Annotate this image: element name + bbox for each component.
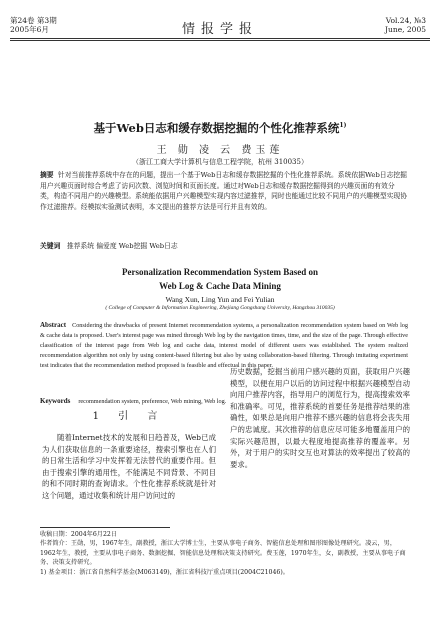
title-en-line1: Personalization Recommendation System Based on	[122, 267, 318, 277]
title-text: 基于Web日志和缓存数据挖掘的个性化推荐系统	[93, 121, 340, 135]
paper-title	[0, 120, 440, 136]
affiliation: （浙江工商大学计算机与信息工程学院，杭州 310035）	[132, 158, 308, 166]
body-column-left: 随着Internet技术的发展和日趋普及，Web已成为人们获取信息的一条重要途径，搜索引擎也在人们的日常生活和学习中发挥着无法替代的重要作用。但由于搜索引擎的通用性，不能满足不同背景、不同目的和不同时期的查询请求。个性化推荐系统就是针对这个问题，通过收集和统计用户访问过的	[42, 433, 216, 500]
footnote-bio: 作者简介：王勋，男，1967年生，副教授，浙江大学博士生，主要从事电子商务、智能信息处理和图形图像处理研究。凌云，男，1962年生，教授，主要从事电子商务、数据挖掘、智能信息处理和决策支持研究。费玉莲，1970年生，女，副教授，主要从事电子商务、决策支持研究。	[40, 540, 406, 567]
keywords-cn-text: 推荐系统 偏爱度 Web挖掘 Web日志	[66, 242, 178, 250]
abstract-cn-label: 摘要	[40, 171, 54, 179]
keywords-en-label: Keywords	[40, 397, 71, 405]
header-volume-en	[385, 16, 426, 34]
keywords-cn	[40, 240, 408, 250]
header-rule-thin	[10, 40, 430, 41]
abstract-en-text: Considering the drawbacks of present Internet recommendation systems, a personalization recommendation system based on Web log & cache data is proposed. User's interest page was mined through Web log by the navigation times, time, and the size of the page. Through effective classification of the interest page from Web log and cache data, interest model of different users was established. The system realized recommendation algorithm not only by using content-based filtering but also by using collaboration-based filtering. Through imitating experiment test indicates that the recommendation method proposed is feasible and effectual in this paper.	[40, 322, 408, 369]
abstract-cn-text: 针对当前推荐系统中存在的问题，提出一个基于Web日志和缓存数据挖掘的个性化推荐系统。系统依据Web日志挖掘用户兴趣页面时综合考虑了访问次数、浏览时间和页面长度。通过对Web日志和缓存数据挖掘得到的兴趣页面的有效分类，构造不同用户的兴趣模型。系统能依据用户兴趣模型实现内容过滤推荐，同时也能通过比较不同用户的兴趣模型实现协作过滤推荐。经模拟实验测试表明，本文提出的推荐方法是可行并且有效的。	[40, 171, 408, 211]
header-rule	[10, 38, 430, 39]
abstract-en	[40, 320, 408, 371]
volume-cn: 第24卷 第3期	[10, 16, 57, 25]
section-heading: 1 引 言	[92, 411, 166, 422]
journal-name: 情报学报	[181, 22, 258, 37]
keywords-en-text: recommendation system, preference, Web mining, Web log.	[78, 398, 227, 405]
volume-en: Vol.24, №3	[385, 16, 426, 25]
abstract-en-label: Abstract	[40, 321, 67, 329]
footnote-fund: 1) 基金项目：浙江省自然科学基金(M063149)，浙江省科技厅重点项目(2004C21046)。	[40, 568, 289, 576]
title-footnote-mark: 1)	[339, 122, 347, 130]
footnote-received: 收稿日期：2004年6月22日	[40, 531, 118, 538]
authors: 王 勋 凌 云 费玉莲	[156, 145, 284, 156]
date-en: June, 2005	[385, 25, 426, 34]
date-cn: 2005年6月	[10, 25, 49, 34]
keywords-cn-label: 关键词	[40, 242, 61, 250]
authors-en: Wang Xun, Ling Yun and Fei Yulian	[165, 295, 275, 304]
title-en	[0, 265, 440, 293]
footnote-rule	[40, 527, 170, 528]
abstract-cn	[40, 170, 408, 212]
footnotes	[40, 530, 408, 577]
body-column-right: 历史数据，挖掘当前用户感兴趣的页面，获取用户兴趣模型，以便在用户以后的访问过程中根据兴趣模型自动向用户推荐内容，指导用户的浏览行为，提高搜索效率和准确率。可见，推荐系统的首要任务是推荐结果的准确性，如果总是向用户推荐不感兴趣的信息将会丧失用户的忠诚度。其次推荐的信息应尽可能多地覆盖用户的实际兴趣范围，以最大程度地提高推荐的覆盖率。另外，对于用户的实时交互也对算法的效率提出了较高的要求。	[230, 367, 410, 469]
title-en-line2: Web Log & Cache Data Mining	[159, 281, 281, 291]
affiliation-en: ( College of Computer & Information Engineering, Zhejiang Gongshang University, Hangzhou 310035)	[105, 305, 335, 311]
